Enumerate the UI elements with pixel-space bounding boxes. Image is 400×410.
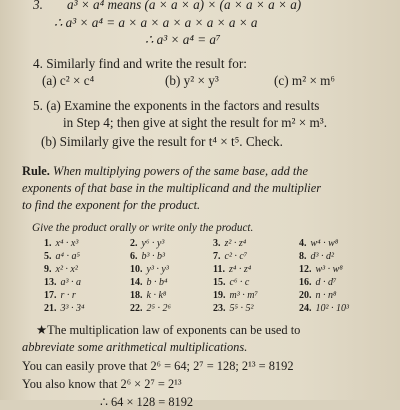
exercise-number: 19. <box>213 290 226 301</box>
exercise-expression: a⁴ · a⁵ <box>55 251 80 262</box>
step-4-item-a: (a) c² × c⁴ <box>42 73 95 88</box>
exercise-expression: b³ · b³ <box>141 251 165 262</box>
exercise-expression: b · b⁴ <box>146 277 168 288</box>
exercise-item <box>130 238 164 249</box>
exercise-item <box>213 251 247 262</box>
exercise-item <box>44 290 76 301</box>
exercise-number: 22. <box>130 303 143 314</box>
exercise-number: 11. <box>213 264 225 275</box>
exercise-expression: 3³ · 3⁴ <box>60 303 85 314</box>
exercise-number: 24. <box>299 303 312 314</box>
prove-line: You can easily prove that 2⁶ = 64; 2⁷ = 128; 2¹³ = 8192 <box>22 359 294 373</box>
exercise-expression: n · n⁸ <box>315 290 337 301</box>
exercise-number: 21. <box>44 303 57 314</box>
exercise-item <box>299 251 334 262</box>
step-4-item-c: (c) m² × m⁶ <box>274 73 336 88</box>
step-4-item-b: (b) y² × y³ <box>165 73 219 88</box>
exercise-number: 3. <box>213 238 221 249</box>
exercise-item <box>44 251 80 262</box>
exercise-number: 4. <box>299 238 307 249</box>
exercise-item <box>299 277 336 288</box>
exercise-expression: z² · z⁴ <box>224 238 247 249</box>
exercise-expression: m³ · m⁷ <box>229 290 258 301</box>
step-5b: (b) Similarly give the result for t⁴ × t⁵. Check. <box>41 134 283 149</box>
exercise-item <box>44 303 84 314</box>
exercise-number: 18. <box>130 290 143 301</box>
exercise-expression: 5⁵ · 5² <box>229 303 254 314</box>
exercise-expression: k · k⁸ <box>146 290 167 301</box>
line-3-therefore: ∴ a³ × a⁴ = a × a × a × a × a × a × a <box>54 15 258 30</box>
know-line: You also know that 2⁶ × 2⁷ = 2¹³ <box>22 377 182 391</box>
exercise-item <box>299 238 338 249</box>
exercise-item <box>299 290 336 301</box>
exercise-item <box>44 277 81 288</box>
exercise-item <box>44 264 78 275</box>
exercise-number: 14. <box>130 277 143 288</box>
line-3-number: 3. <box>33 0 43 12</box>
exercise-expression: x² · x² <box>55 264 78 275</box>
exercise-item <box>130 264 169 275</box>
exercise-number: 5. <box>44 251 52 262</box>
exercise-number: 8. <box>299 251 307 262</box>
exercise-number: 10. <box>130 264 143 275</box>
exercise-item <box>213 303 253 314</box>
exercise-item <box>130 303 171 314</box>
exercise-expression: z⁴ · z⁴ <box>228 264 252 275</box>
exercise-number: 9. <box>44 264 52 275</box>
exercise-expression: c⁶ · c <box>229 277 250 288</box>
exercise-expression: y³ · y³ <box>146 264 169 275</box>
exercise-expression: d · d⁷ <box>315 277 337 288</box>
rule-line-1 <box>22 164 308 179</box>
step-5a-line-1: 5. (a) Examine the exponents in the factors and results <box>33 98 320 113</box>
exercise-number: 2. <box>130 238 138 249</box>
exercise-expression: 10² · 10³ <box>315 303 349 314</box>
rule-line-3: to find the exponent for the product. <box>22 198 201 212</box>
rule-line-2: exponents of that base in the multiplicand and the multiplier <box>22 181 322 195</box>
exercise-number: 12. <box>299 264 312 275</box>
exercise-item <box>213 264 251 275</box>
exercise-number: 17. <box>44 290 57 301</box>
multiplication-law-line-1: ★The multiplication law of exponents can be used to <box>36 323 301 337</box>
exercise-expression: w³ · w⁸ <box>315 264 343 275</box>
line-3-text: a³ × a⁴ means (a × a × a) × (a × a × a × a) <box>67 0 302 12</box>
exercise-item <box>299 264 343 275</box>
exercise-expression: a³ · a <box>60 277 81 288</box>
exercise-number: 15. <box>213 277 226 288</box>
exercise-number: 1. <box>44 238 52 249</box>
rule-text-1: When multiplying powers of the same base, add the <box>53 164 309 178</box>
exercise-number: 23. <box>213 303 226 314</box>
step-4-heading: 4. Similarly find and write the result for: <box>33 56 247 71</box>
multiplication-law-line-2: abbreviate some arithmetical multiplications. <box>22 340 248 354</box>
exercise-item <box>213 290 258 301</box>
exercise-number: 13. <box>44 277 57 288</box>
exercise-item <box>130 290 166 301</box>
line-3-result: ∴ a³ × a⁴ = a⁷ <box>145 32 221 47</box>
exercise-item <box>213 238 246 249</box>
exercise-item <box>130 251 165 262</box>
exercise-number: 20. <box>299 290 312 301</box>
oral-instruction: Give the product orally or write only the product. <box>32 222 254 234</box>
conclusion-line: ∴ 64 × 128 = 8192 <box>100 395 194 409</box>
rule-label: Rule. <box>22 164 50 178</box>
exercise-expression: x⁴ · x³ <box>55 238 79 249</box>
exercise-number: 16. <box>299 277 312 288</box>
exercise-item <box>299 303 349 314</box>
step-5a-line-2: in Step 4; then give at sight the result for m² × m³. <box>63 115 328 130</box>
exercise-item <box>130 277 167 288</box>
exercise-expression: 2⁵ · 2⁶ <box>146 303 171 314</box>
exercise-item <box>213 277 249 288</box>
exercise-number: 7. <box>213 251 221 262</box>
exercise-number: 6. <box>130 251 138 262</box>
exercise-expression: r · r <box>60 290 76 301</box>
exercise-expression: y⁶ · y³ <box>141 238 165 249</box>
exercise-item <box>44 238 78 249</box>
exercise-expression: c² · c⁷ <box>224 251 248 262</box>
exercise-expression: d³ · d² <box>310 251 334 262</box>
exercise-expression: w⁴ · w⁸ <box>310 238 339 249</box>
